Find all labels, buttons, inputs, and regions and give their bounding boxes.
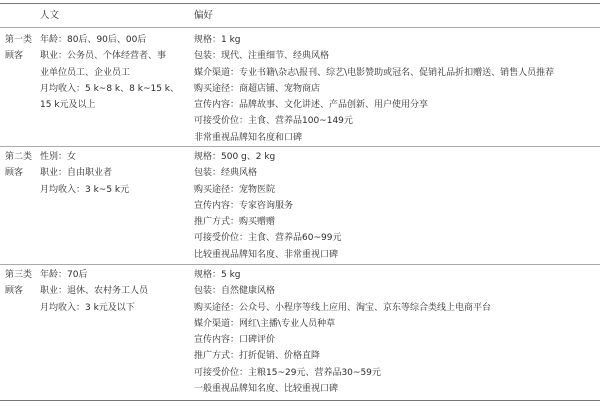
row-profile bbox=[40, 32, 179, 113]
profile-line: 职业：退休、农村务工人员 bbox=[40, 286, 149, 297]
preference-line: 包装：现代、注重细节、经典风格 bbox=[194, 51, 330, 62]
profile-line: 15 k元及以上 bbox=[40, 100, 96, 111]
row-label-line2: 顾客 bbox=[5, 168, 24, 179]
top-rule bbox=[0, 3, 600, 4]
profile-line: 业单位员工、企业员工 bbox=[40, 67, 131, 78]
row-preference bbox=[194, 32, 554, 146]
bottom-rule bbox=[0, 400, 600, 401]
header-preference: 偏好 bbox=[194, 10, 214, 21]
preference-line: 媒介渠道：网红\主播\专业人员种草 bbox=[194, 318, 336, 329]
preference-line: 推广方式：购买赠赠 bbox=[194, 217, 276, 228]
preference-line: 购买途径：宠物医院 bbox=[194, 184, 276, 195]
row-divider bbox=[0, 264, 600, 265]
preference-line: 推广方式：打折促销、价格直降 bbox=[194, 351, 321, 362]
row-label-line1: 第二类 bbox=[5, 152, 33, 162]
row-label bbox=[5, 267, 32, 300]
profile-line: 职业：公务员、个体经营者、事 bbox=[40, 51, 167, 62]
preference-line: 包装：自然健康风格 bbox=[194, 286, 276, 297]
row-profile bbox=[40, 267, 148, 316]
row-label-line1: 第一类 bbox=[5, 35, 33, 45]
preference-line: 购买途径：公众号、小程序等线上应用、淘宝、京东等综合类线上电商平台 bbox=[194, 302, 492, 313]
preference-line: 一般重视品牌知名度、比较重视口碑 bbox=[194, 384, 339, 395]
preference-line: 规格：5 kg bbox=[194, 270, 241, 280]
preference-line: 比较重视品牌知名度、非常重视口碑 bbox=[194, 249, 339, 260]
row-preference bbox=[194, 267, 491, 397]
row-preference bbox=[194, 149, 341, 263]
header-profile: 人文 bbox=[40, 10, 60, 21]
preference-line: 宣传内容：品牌故事、文化讲述、产品创新、用户使用分享 bbox=[194, 100, 429, 111]
row-label bbox=[5, 149, 32, 182]
preference-line: 媒介渠道：专业书籍\杂志\报刊、综艺\电影赞助或冠名、促销礼品折扣赠送、销售人员推荐 bbox=[194, 67, 555, 78]
profile-line: 月均收入：3 k~5 k元 bbox=[40, 184, 130, 195]
preference-line: 可接受价位：主食、营养品60~99元 bbox=[194, 233, 342, 244]
header-rule bbox=[0, 27, 600, 28]
preference-line: 宣传内容：口碑评价 bbox=[194, 335, 276, 346]
row-label-line2: 顾客 bbox=[5, 286, 24, 297]
profile-line: 年龄：80后、90后、00后 bbox=[40, 35, 147, 45]
preference-line: 宣传内容：专家咨询服务 bbox=[194, 200, 294, 211]
row-label-line2: 顾客 bbox=[5, 51, 24, 62]
row-profile bbox=[40, 149, 129, 198]
preference-line: 包装：经典风格 bbox=[194, 168, 258, 179]
profile-line: 年龄：70后 bbox=[40, 270, 88, 280]
profile-line: 月均收入：3 k元及以下 bbox=[40, 302, 135, 313]
preference-line: 规格：1 kg bbox=[194, 35, 241, 45]
row-label bbox=[5, 32, 32, 65]
profile-line: 职业：自由职业者 bbox=[40, 168, 113, 179]
preference-line: 规格：500 g、2 kg bbox=[194, 152, 276, 162]
preference-line: 可接受价位：主粮15~29元、营养品30~59元 bbox=[194, 367, 381, 378]
profile-line: 性别：女 bbox=[40, 152, 77, 162]
preference-line: 非常重视品牌知名度和口碑 bbox=[194, 132, 303, 143]
profile-line: 月均收入：5 k~8 k、8 k~15 k、 bbox=[40, 83, 180, 94]
row-divider bbox=[0, 146, 600, 147]
preference-line: 可接受价位：主食、营养品100~149元 bbox=[194, 116, 353, 127]
preference-line: 购买途径：商超店铺、宠物商店 bbox=[194, 83, 321, 94]
row-label-line1: 第三类 bbox=[5, 270, 33, 280]
